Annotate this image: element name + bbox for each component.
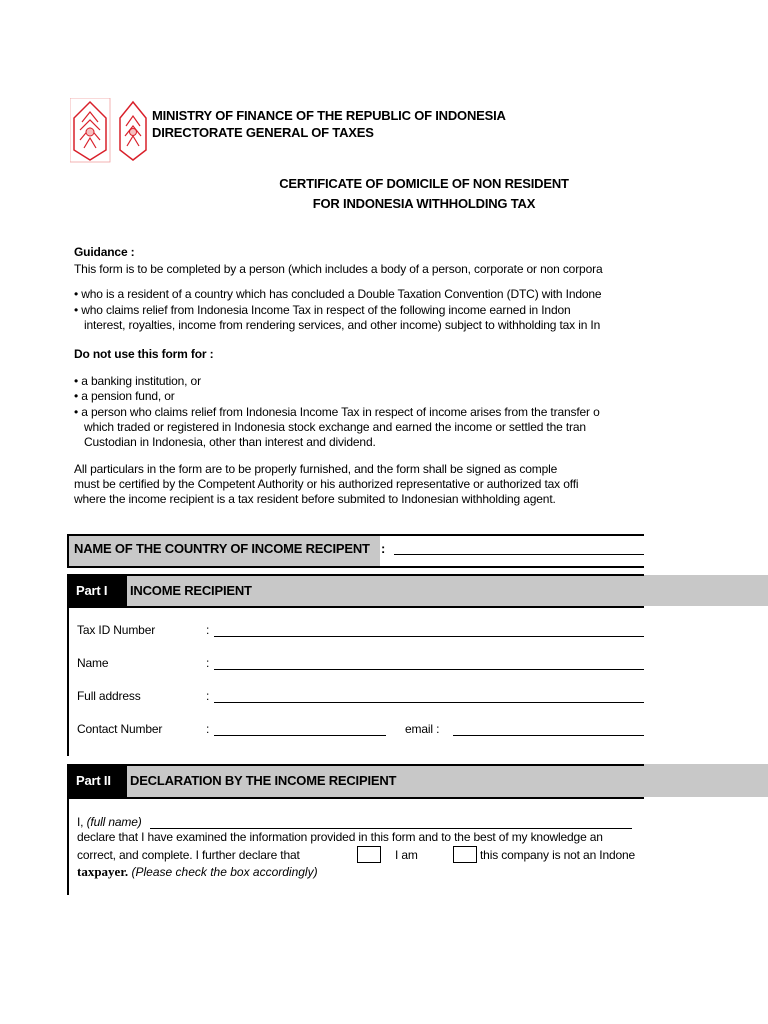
company-label: this company is not an Indone bbox=[480, 848, 636, 862]
do-not-use-bullet-3-cont1: which traded or registered in Indonesia stock exchange and earned the income or settled the tran bbox=[84, 420, 586, 434]
guidance-bullet-2-cont: interest, royalties, income from rendering services, and other income) subject to withholding tax in In bbox=[84, 318, 601, 332]
part1-band-extension bbox=[644, 575, 768, 606]
guidance-bullet-1: • who is a resident of a country which has concluded a Double Taxation Convention (DTC) with Indone bbox=[74, 287, 602, 301]
particulars-line2: must be certified by the Competent Authority or his authorized representative or authorized tax offi bbox=[74, 477, 579, 491]
declaration-line2: declare that I have examined the information provided in this form and to the best of my knowledge an bbox=[77, 830, 603, 844]
company-checkbox[interactable] bbox=[453, 846, 477, 863]
i-am-label: I am bbox=[395, 848, 418, 862]
email-input[interactable] bbox=[453, 735, 644, 736]
part2-tag: Part II bbox=[76, 773, 111, 788]
country-colon: : bbox=[381, 541, 386, 556]
particulars-line3: where the income recipient is a tax resident before submited to Indonesian withholding agent. bbox=[74, 492, 556, 506]
tax-id-colon: : bbox=[206, 623, 210, 637]
country-label: NAME OF THE COUNTRY OF INCOME RECIPENT bbox=[74, 541, 370, 556]
contact-label: Contact Number bbox=[77, 722, 163, 736]
tax-id-input[interactable] bbox=[214, 636, 644, 637]
guidance-intro: This form is to be completed by a person (which includes a body of a person, corporate or non corpora bbox=[74, 262, 603, 276]
declaration-name-line: I, (full name) bbox=[77, 815, 142, 829]
ministry-name: MINISTRY OF FINANCE OF THE REPUBLIC OF INDONESIA bbox=[152, 108, 506, 123]
contact-input[interactable] bbox=[214, 735, 386, 736]
address-input[interactable] bbox=[214, 702, 644, 703]
address-colon: : bbox=[206, 689, 210, 703]
do-not-use-bullet-3-cont2: Custodian in Indonesia, other than interest and dividend. bbox=[84, 435, 376, 449]
part2-left-border bbox=[67, 797, 69, 895]
part1-tag: Part I bbox=[76, 583, 108, 598]
declaration-line3-a: correct, and complete. I further declare that bbox=[77, 848, 300, 862]
part2-band-extension bbox=[644, 764, 768, 797]
country-input[interactable] bbox=[394, 554, 644, 555]
guidance-heading: Guidance : bbox=[74, 245, 135, 259]
part2-title: DECLARATION BY THE INCOME RECIPIENT bbox=[130, 773, 397, 788]
part1-title: INCOME RECIPIENT bbox=[130, 583, 252, 598]
form-title-line2: FOR INDONESIA WITHHOLDING TAX bbox=[312, 196, 536, 211]
name-input[interactable] bbox=[214, 669, 644, 670]
do-not-use-bullet-3: • a person who claims relief from Indonesia Income Tax in respect of income arises from the transfer o bbox=[74, 405, 600, 419]
guidance-bullet-2: • who claims relief from Indonesia Income Tax in respect of the following income earned in Indon bbox=[74, 303, 571, 317]
part1-left-border bbox=[67, 606, 69, 756]
do-not-use-bullet-2: • a pension fund, or bbox=[74, 389, 175, 403]
directorate-name: DIRECTORATE GENERAL OF TAXES bbox=[152, 125, 374, 140]
particulars-line1: All particulars in the form are to be properly furnished, and the form shall be signed as comple bbox=[74, 462, 558, 476]
address-label: Full address bbox=[77, 689, 141, 703]
i-am-checkbox[interactable] bbox=[357, 846, 381, 863]
form-title-line1: CERTIFICATE OF DOMICILE OF NON RESIDENT bbox=[279, 176, 569, 191]
contact-colon: : bbox=[206, 722, 210, 736]
do-not-use-heading: Do not use this form for : bbox=[74, 347, 214, 361]
name-colon: : bbox=[206, 656, 210, 670]
taxpayer-line: taxpayer. (Please check the box accordingly) bbox=[77, 864, 318, 879]
do-not-use-bullet-1: • a banking institution, or bbox=[74, 374, 201, 388]
name-label: Name bbox=[77, 656, 109, 670]
email-label: email : bbox=[405, 722, 440, 736]
full-name-input[interactable] bbox=[150, 828, 632, 829]
tax-id-label: Tax ID Number bbox=[77, 623, 156, 637]
